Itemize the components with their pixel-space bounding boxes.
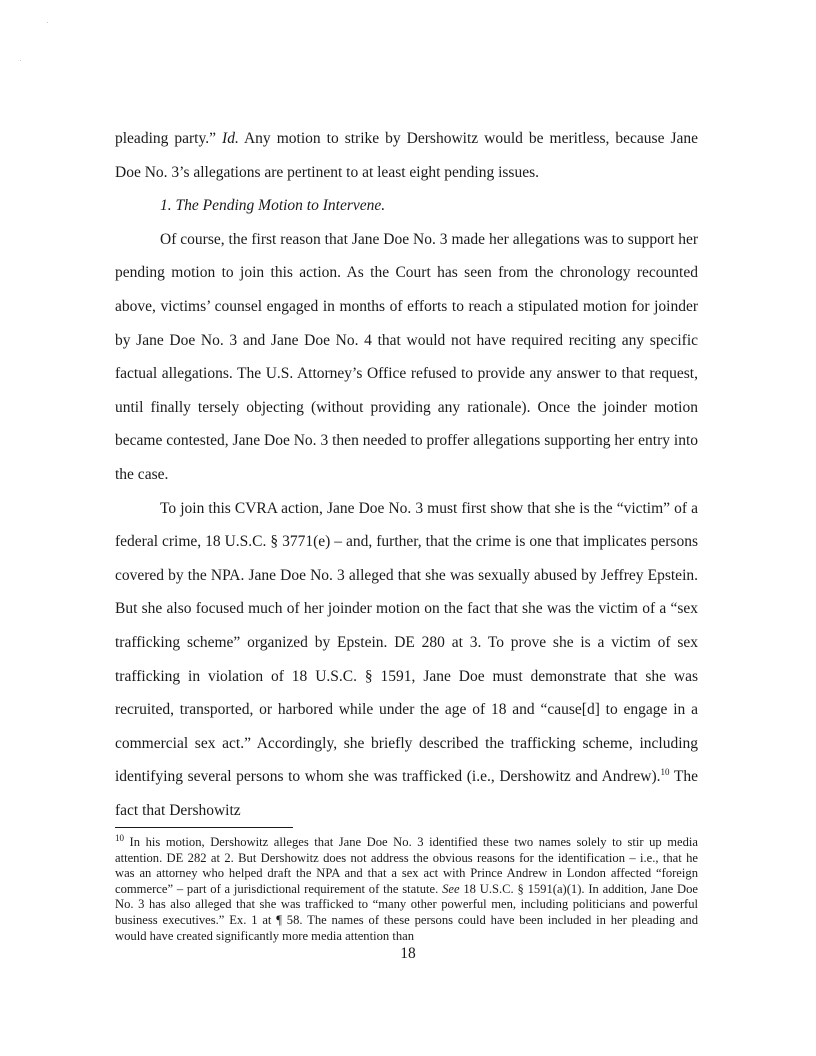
- citation-id: Id.: [222, 130, 239, 147]
- footnote: $^{10}$ In his motion, Dershowitz alleges that Jane Doe No. 3 identified these two names solely to stir up media attention. DE 282 at 2. But Dershowitz does not address the obvious reasons for the identification – i.e., that he was an attorney who helped draft the NPA and that a sex act with Prince Andrew in London affected “foreign commerce” – part of a jurisdictional requirement of the statute. See 18 U.S.C. § 1591(a)(1). In addition, Jane Doe No. 3 has also alleged that she was trafficked to “many other powerful men, including politicians and powerful business executives.” Ex. 1 at ¶ 58. The names of these persons could have been included in her pleading and would have created significantly more media attention than: [115, 832, 698, 943]
- body-text: [115, 122, 698, 827]
- footnote-reference: 10: [660, 767, 670, 778]
- section-heading: 1. The Pending Motion to Intervene.: [160, 197, 386, 215]
- paragraph: Of course, the first reason that Jane Doe No. 3 made her allegations was to support her pending motion to join this action. As the Court has seen from the chronology recounted above, victims’ counsel engaged in months of efforts to reach a stipulated motion for joinder by Jane Doe No. 3 and Jane Doe No. 4 that would not have required reciting any specific factual allegations. The U.S. Attorney’s Office refused to provide any answer to that request, until finally tersely objecting (without providing any rationale). Once the joinder motion became contested, Jane Doe No. 3 then needed to proffer allegations supporting her entry into the case.: [115, 230, 698, 483]
- paragraph-continuation: pleading party.” Id. Any motion to strike by Dershowitz would be meritless, because Jane Doe No. 3’s allegations are pertinent to at least eight pending issues.: [115, 130, 699, 181]
- footnote-number: 10: [115, 832, 124, 843]
- scan-speck: [20, 60, 21, 61]
- page-number: 18: [400, 945, 416, 962]
- footnote-divider: [115, 827, 293, 828]
- citation-see: See: [442, 881, 460, 896]
- paragraph: To join this CVRA action, Jane Doe No. 3 must first show that she is the “victim” of a federal crime, 18 U.S.C. § 3771(e) – and, further, that the crime is one that implicates persons covered by the NPA. Jane Doe No. 3 alleged that she was sexually abused by Jeffrey Epstein. But she also focused much of her joinder motion on the fact that she was the victim of a “sex trafficking scheme” organized by Epstein. DE 280 at 3. To prove she is a victim of sex trafficking in violation of 18 U.S.C. § 1591, Jane Doe must demonstrate that she was recruited, transported, or harbored while under the age of 18 and “cause[d] to engage in a commercial sex act.” Accordingly, she briefly described the trafficking scheme, including identifying several persons to whom she was trafficked (i.e., Dershowitz and Andrew).$^{10}$ The fact that Dershowitz: [115, 499, 698, 819]
- scan-speck: [47, 22, 48, 23]
